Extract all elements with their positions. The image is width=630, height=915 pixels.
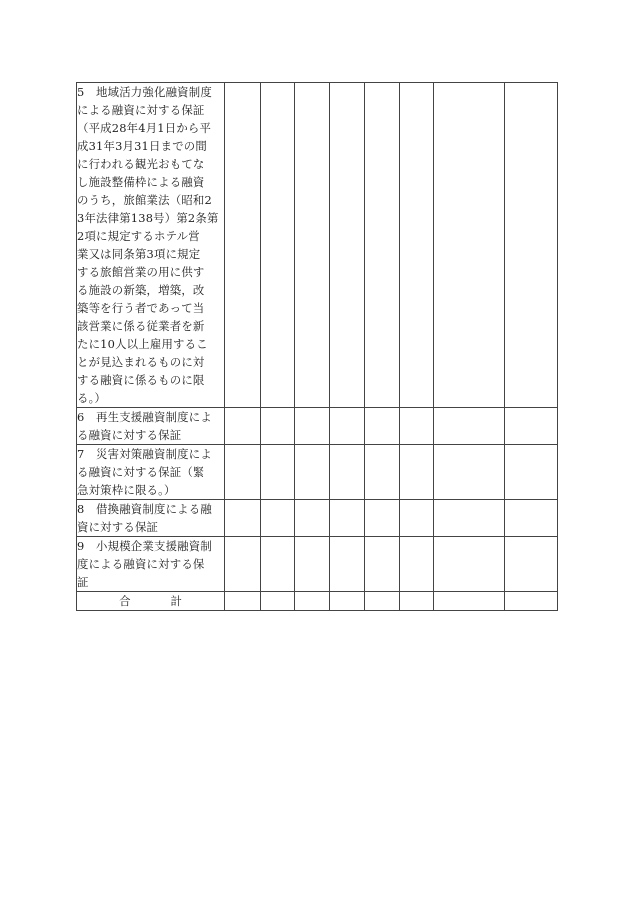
total-row	[77, 592, 558, 611]
table-cell	[261, 592, 295, 611]
table-row	[77, 445, 558, 500]
total-label-char: 合	[119, 594, 131, 608]
row-label: 5 地域活力強化融資制度 による融資に対する保証 （平成28年4月1日から平 成31年3月31日までの間 に行われる観光おもてな し施設整備枠による融資 のうち，旅館業法（昭和2 3年法律第138号）第2条第 2項に規定するホテル営 業又は同条第3項に規定 する旅館営業の用に供す る施設の新築，増築，改 築等を行う者であって当 該営業に係る従業者を新 たに10人以上雇用するこ とが見込まれるものに対 する融資に係るものに限 る。）	[77, 83, 225, 408]
table-cell	[261, 408, 295, 445]
table-cell	[330, 500, 365, 537]
table-cell	[295, 592, 330, 611]
table-cell	[400, 592, 434, 611]
table-cell	[330, 445, 365, 500]
table-cell	[434, 500, 505, 537]
table-cell	[400, 408, 434, 445]
total-label	[77, 592, 225, 611]
row-label: 7 災害対策融資制度によ る融資に対する保証（緊 急対策枠に限る。）	[77, 445, 225, 500]
table-row	[77, 500, 558, 537]
table-cell	[295, 537, 330, 592]
table-cell	[295, 445, 330, 500]
table-cell	[295, 408, 330, 445]
table-row	[77, 83, 558, 408]
table-cell	[505, 408, 558, 445]
table-cell	[400, 537, 434, 592]
table-cell	[505, 445, 558, 500]
table-cell	[330, 592, 365, 611]
table-cell	[505, 537, 558, 592]
table-cell	[225, 445, 261, 500]
table-cell	[261, 83, 295, 408]
table-cell	[365, 83, 400, 408]
table-cell	[330, 537, 365, 592]
table-cell	[505, 500, 558, 537]
total-label-char: 計	[170, 594, 182, 608]
table-cell	[365, 408, 400, 445]
table-cell	[225, 83, 261, 408]
table-row	[77, 537, 558, 592]
table-cell	[261, 500, 295, 537]
table-cell	[295, 500, 330, 537]
table-cell	[261, 445, 295, 500]
table-cell	[400, 445, 434, 500]
table-cell	[434, 408, 505, 445]
table-cell	[434, 537, 505, 592]
table-cell	[365, 445, 400, 500]
table-cell	[225, 408, 261, 445]
table-cell	[365, 537, 400, 592]
table-cell	[400, 500, 434, 537]
table-cell	[400, 83, 434, 408]
row-label: 8 借換融資制度による融 資に対する保証	[77, 500, 225, 537]
table-cell	[330, 408, 365, 445]
row-label: 6 再生支援融資制度によ る融資に対する保証	[77, 408, 225, 445]
table-cell	[295, 83, 330, 408]
row-label: 9 小規模企業支援融資制 度による融資に対する保 証	[77, 537, 225, 592]
table-cell	[434, 445, 505, 500]
table-cell	[434, 592, 505, 611]
table-cell	[505, 592, 558, 611]
table-cell	[434, 83, 505, 408]
table-cell	[330, 83, 365, 408]
guarantee-table	[76, 82, 558, 611]
table-cell	[261, 537, 295, 592]
table-cell	[505, 83, 558, 408]
table-cell	[365, 592, 400, 611]
table-cell	[365, 500, 400, 537]
table-cell	[225, 592, 261, 611]
table-row	[77, 408, 558, 445]
table-cell	[225, 500, 261, 537]
table-cell	[225, 537, 261, 592]
